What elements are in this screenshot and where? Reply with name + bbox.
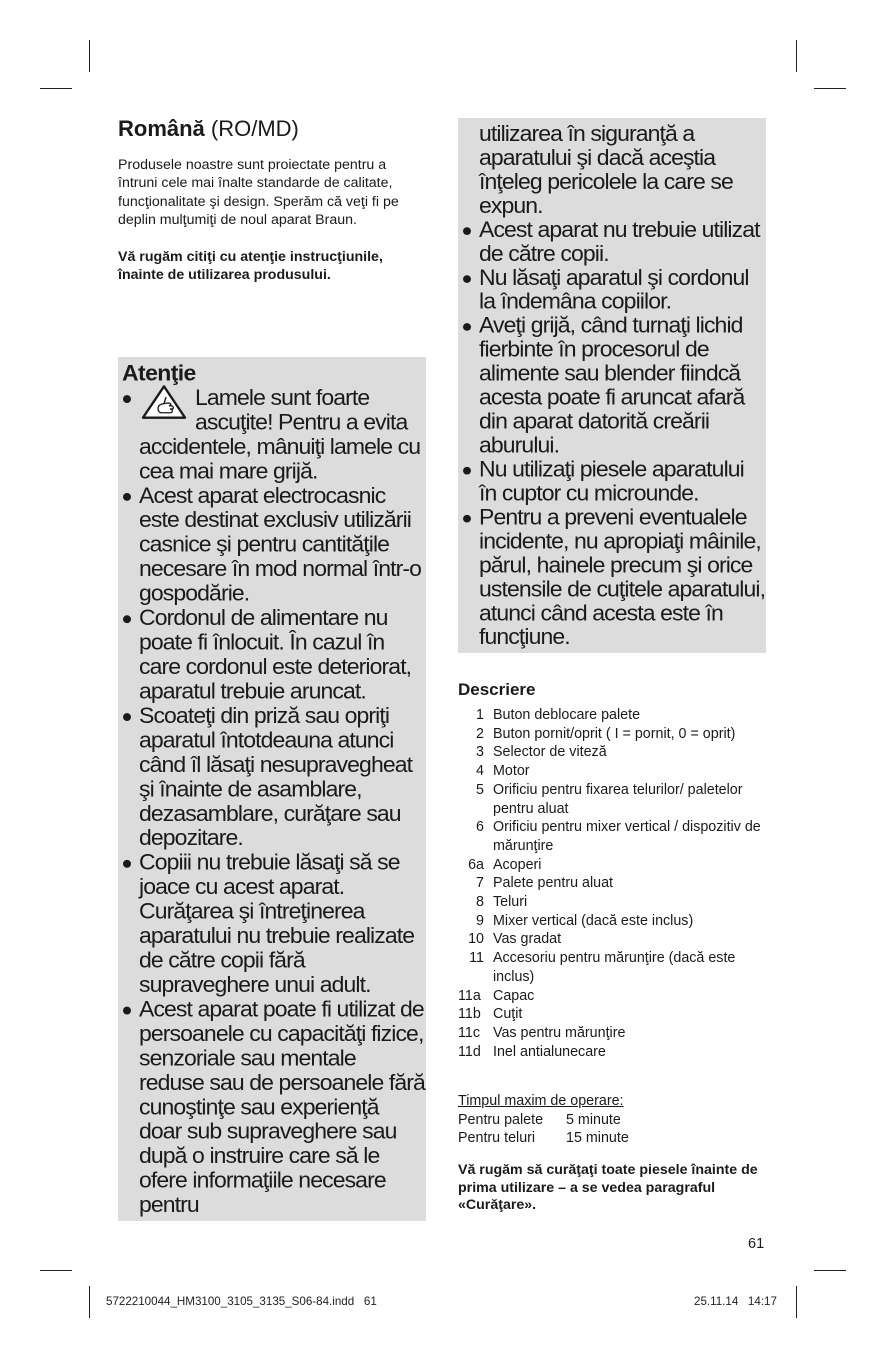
description-item xyxy=(458,949,778,986)
description-item-number: 3 xyxy=(476,744,484,761)
footer-date: 25.11.14 14:17 xyxy=(694,1295,777,1308)
description-item-text: Motor xyxy=(493,763,530,780)
description-item xyxy=(458,856,778,875)
description-item xyxy=(458,725,778,744)
description-item-number: 6 xyxy=(476,819,484,836)
description-item-text: Selector de viteză xyxy=(493,744,607,761)
warning-item-text: Lamele sunt foarte ascuţite! Pentru a evita accidentele, mânuiţi lamele cu cea mai mare grijă. xyxy=(139,384,421,484)
crop-mark xyxy=(796,40,797,72)
description-item xyxy=(458,743,778,762)
time-row-label: Pentru palete xyxy=(458,1111,544,1128)
description-item xyxy=(458,781,778,818)
description-item-text: Inel antialunecare xyxy=(493,1043,606,1060)
warning-list-right xyxy=(458,218,766,649)
time-row-label: Pentru teluri xyxy=(458,1130,536,1147)
intro-text: Produsele noastre sunt proiectate pentru a întruni cele mai înalte standarde de calitate, funcţionalitate şi design. Sperăm că veţi fi pe deplin mulţumiţi de noul aparat Braun. xyxy=(118,157,399,229)
page-number: 61 xyxy=(748,1236,765,1252)
description-item-number: 7 xyxy=(476,875,484,892)
warning-item: Copiii nu trebuie lăsaţi să se joace cu acest aparat. Curăţarea şi întreţinerea aparatului nu trebuie realizate de către copii fără supraveghere unui adult. xyxy=(118,850,426,997)
description-item-number: 4 xyxy=(476,763,484,780)
operating-time-row xyxy=(458,1111,629,1130)
description-item-number: 11a xyxy=(458,987,481,1004)
crop-mark xyxy=(814,88,846,89)
warning-box-right xyxy=(458,118,766,653)
description-item-text: Accesoriu pentru mărunţire (dacă este inclus) xyxy=(493,950,736,985)
warning-item: Pentru a preveni eventualele incidente, nu apropiaţi mâinile, părul, hainele precum şi orice ustensile de cuţitele aparatului, atunci când acesta este în funcţiune. xyxy=(458,505,766,649)
description-item xyxy=(458,1043,778,1062)
operating-time-row xyxy=(458,1129,629,1148)
description-item-number: 8 xyxy=(476,894,484,911)
title-language: Română xyxy=(118,116,205,141)
page-title xyxy=(118,116,426,142)
description-item-text: Orificiu pentru mixer vertical / dispozitiv de mărunţire xyxy=(493,819,761,854)
warning-item: Acest aparat nu trebuie utilizat de către copii. xyxy=(458,218,766,266)
description-item-number: 5 xyxy=(476,781,484,798)
sharp-blade-warning-icon xyxy=(139,383,189,420)
crop-mark xyxy=(89,40,90,72)
warning-content-left xyxy=(118,357,426,1217)
description-item-text: Palete pentru aluat xyxy=(493,875,614,892)
footer-file-info: 5722210044_HM3100_3105_3135_S06-84.indd 61 xyxy=(106,1295,377,1308)
description-item xyxy=(458,706,778,725)
title-region: (RO/MD) xyxy=(204,116,299,141)
warning-item: Nu utilizaţi piesele aparatului în cuptor cu microunde. xyxy=(458,457,766,505)
crop-mark xyxy=(40,1270,72,1271)
description-item xyxy=(458,987,778,1006)
intro-instruction: Vă rugăm citiţi cu atenţie instrucţiunile, înainte de utilizarea produsului. xyxy=(118,248,383,284)
description-item-number: 11 xyxy=(469,950,484,967)
warning-content-right xyxy=(458,118,766,649)
description-item-number: 11c xyxy=(458,1024,480,1041)
warning-item: Scoateţi din priză sau opriţi aparatul întotdeauna atunci când îl lăsaţi nesupravegheat şi înainte de asamblare, dezasamblare, curăţare sau depozitare. xyxy=(118,703,426,850)
description-item xyxy=(458,930,778,949)
warning-item xyxy=(118,385,426,483)
description-item xyxy=(458,818,778,855)
warning-list-left xyxy=(118,385,426,1217)
crop-mark xyxy=(40,88,72,89)
description-item-number: 10 xyxy=(468,931,484,948)
description-item-text: Buton pornit/oprit ( I = pornit, 0 = oprit) xyxy=(493,725,736,742)
description-item xyxy=(458,1005,778,1024)
description-item xyxy=(458,874,778,893)
crop-mark xyxy=(89,1286,90,1318)
operating-time-block xyxy=(458,1092,629,1148)
description-item-text: Vas pentru mărunţire xyxy=(493,1024,626,1041)
description-item-text: Cuţit xyxy=(493,1006,523,1023)
crop-mark xyxy=(796,1286,797,1318)
description-item-number: 9 xyxy=(476,912,484,929)
description-item xyxy=(458,893,778,912)
warning-heading: Atenţie xyxy=(122,359,196,386)
time-row-value: 15 minute xyxy=(566,1130,629,1147)
description-item-text: Buton deblocare palete xyxy=(493,707,641,723)
description-heading: Descriere xyxy=(458,680,536,699)
description-item-text: Acoperi xyxy=(493,856,542,873)
warning-item: Nu lăsaţi aparatul şi cordonul la îndemâna copiilor. xyxy=(458,266,766,314)
description-item-text: Orificiu pentru fixarea telurilor/ paletelor pentru aluat xyxy=(493,781,743,817)
cleaning-note: Vă rugăm să curăţaţi toate piesele înainte de prima utilizare – a se vedea paragraful «Curăţare». xyxy=(458,1162,758,1214)
warning-continuation: utilizarea în siguranţă a aparatului şi dacă aceştia înţeleg pericolele la care se expun. xyxy=(479,120,733,218)
warning-box-left xyxy=(118,357,426,1221)
description-item-number: 11d xyxy=(458,1043,481,1060)
time-row-value: 5 minute xyxy=(566,1111,621,1128)
warning-item: Cordonul de alimentare nu poate fi înlocuit. În cazul în care cordonul este deteriorat, aparatul trebuie aruncat. xyxy=(118,606,426,704)
description-item-text: Teluri xyxy=(493,894,528,911)
description-item xyxy=(458,912,778,931)
description-item-number: 2 xyxy=(476,725,484,742)
description-item-number: 11b xyxy=(458,1006,481,1023)
description-item xyxy=(458,762,778,781)
description-item-text: Capac xyxy=(493,987,535,1004)
warning-item: Acest aparat electrocasnic este destinat exclusiv utilizării casnice şi pentru cantităţile necesare în mod normal într-o gospodărie. xyxy=(118,483,426,605)
description-item-text: Vas gradat xyxy=(493,931,562,948)
warning-item: Acest aparat poate fi utilizat de persoanele cu capacităţi fizice, senzoriale sau mentale reduse sau de persoanele fără cunoştinţe sau experienţă doar sub supraveghere sau după o instruire care să le ofere informaţiile necesare pentru xyxy=(118,997,426,1217)
description-item-number: 6a xyxy=(468,856,484,873)
operating-time-title: Timpul maxim de operare: xyxy=(458,1093,624,1109)
crop-mark xyxy=(814,1270,846,1271)
description-item-number: 1 xyxy=(476,707,484,723)
description-list xyxy=(458,706,778,1061)
warning-item: Aveţi grijă, când turnaţi lichid fierbinte în procesorul de alimente sau blender fiindcă acesta poate fi aruncat afară din aparat datorită creării aburului. xyxy=(458,314,766,458)
description-item xyxy=(458,1024,778,1043)
intro-section xyxy=(118,116,426,284)
description-item-text: Mixer vertical (dacă este inclus) xyxy=(493,912,694,929)
